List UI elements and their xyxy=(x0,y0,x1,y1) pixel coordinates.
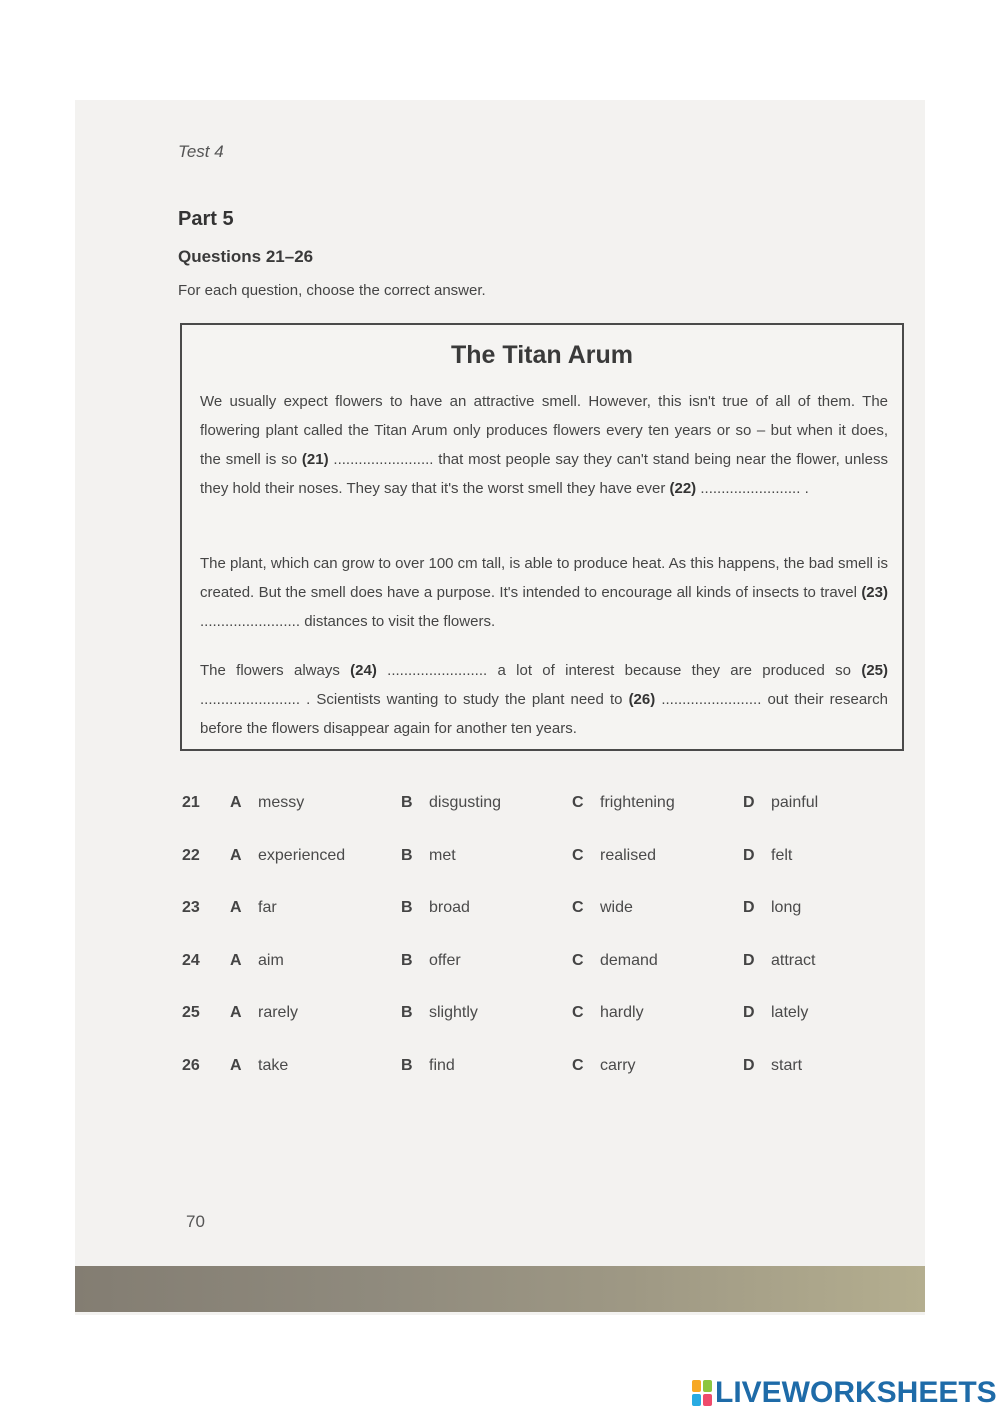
test-label: Test 4 xyxy=(178,142,224,161)
option-a[interactable] xyxy=(230,794,304,812)
option-text: attract xyxy=(771,951,816,969)
option-row-22 xyxy=(182,841,882,894)
option-letter: C xyxy=(572,951,584,969)
brand-name: LIVEWORKSHEETS xyxy=(715,1376,997,1409)
passage-text: The flowers always xyxy=(200,662,340,679)
liveworksheets-logo-icon xyxy=(692,1380,712,1406)
option-text: broad xyxy=(429,899,470,916)
option-letter: A xyxy=(230,951,242,969)
option-letter: C xyxy=(572,846,584,864)
option-text: met xyxy=(429,846,456,864)
option-a[interactable] xyxy=(230,952,284,970)
option-c[interactable] xyxy=(572,794,675,812)
footer-band xyxy=(75,1266,925,1312)
option-text: start xyxy=(771,1056,803,1074)
option-row-24 xyxy=(182,946,882,999)
option-letter: B xyxy=(401,794,413,811)
option-text: realised xyxy=(600,846,657,864)
option-text: wide xyxy=(600,899,633,916)
passage-text: . Scientists wanting to study the plant need to xyxy=(306,691,623,708)
logo-square xyxy=(692,1380,701,1392)
option-a[interactable] xyxy=(230,899,277,917)
option-letter: B xyxy=(401,951,413,969)
gap-label-23: (23) xyxy=(861,584,888,601)
option-row-25 xyxy=(182,998,882,1051)
passage-text: We usually expect flowers to have an attractive smell. However, this isn't true of all of them. The flowering plant called the Titan Arum only produces flowers every ten years or so – but when it does, the smell is so xyxy=(200,393,888,468)
option-d[interactable] xyxy=(743,1057,802,1075)
option-row-23 xyxy=(182,893,882,946)
answer-blank-22[interactable]: ........................ xyxy=(700,480,801,497)
option-d[interactable] xyxy=(743,794,818,812)
passage-text: a lot of interest because they are produced so xyxy=(497,662,852,679)
option-a[interactable] xyxy=(230,1004,298,1022)
instruction-text: For each question, choose the correct answer. xyxy=(178,282,486,299)
option-letter: B xyxy=(401,1004,413,1021)
option-text: demand xyxy=(600,951,658,969)
option-letter: D xyxy=(743,1004,755,1021)
question-number: 24 xyxy=(182,951,200,969)
option-letter: C xyxy=(572,899,584,916)
option-b[interactable] xyxy=(401,847,456,865)
option-text: slightly xyxy=(429,1004,478,1021)
option-a[interactable] xyxy=(230,847,345,865)
option-text: aim xyxy=(258,951,284,969)
answer-blank-26[interactable]: ........................ xyxy=(661,691,762,708)
option-letter: D xyxy=(743,846,755,864)
option-b[interactable] xyxy=(401,1004,478,1022)
option-letter: B xyxy=(401,1056,413,1074)
option-text: frightening xyxy=(600,794,675,811)
option-text: offer xyxy=(429,951,461,969)
passage-text: The plant, which can grow to over 100 cm tall, is able to produce heat. As this happens, the bad smell is created. But the smell does have a purpose. It's intended to encourage all kinds of insects to travel xyxy=(200,555,888,601)
passage-text: that most people say they can't stand being near the flower, unless they hold their noses. They say that it's the worst smell they have ever xyxy=(200,451,888,497)
option-b[interactable] xyxy=(401,899,470,917)
answer-blank-24[interactable]: ........................ xyxy=(387,662,488,679)
question-number: 26 xyxy=(182,1056,200,1074)
passage-text: out their research before the flowers disappear again for another ten years. xyxy=(200,691,889,737)
gap-label-22: (22) xyxy=(669,480,697,497)
option-letter: B xyxy=(401,846,413,864)
option-text: experienced xyxy=(258,846,346,864)
passage-paragraph-1 xyxy=(200,387,888,503)
option-c[interactable] xyxy=(572,899,633,917)
gap-label-25: (25) xyxy=(861,662,889,679)
passage-text: distances to visit the flowers. xyxy=(304,613,496,630)
page-number: 70 xyxy=(186,1212,205,1231)
option-d[interactable] xyxy=(743,952,815,970)
passage-paragraph-2 xyxy=(200,549,888,636)
option-text: take xyxy=(258,1056,289,1074)
question-number: 22 xyxy=(182,846,200,864)
option-text: far xyxy=(258,899,277,916)
option-text: disgusting xyxy=(429,794,502,811)
option-c[interactable] xyxy=(572,1057,636,1075)
option-c[interactable] xyxy=(572,847,656,865)
option-letter: C xyxy=(572,1004,584,1021)
option-letter: D xyxy=(743,1056,755,1074)
option-row-26 xyxy=(182,1051,882,1104)
option-letter: A xyxy=(230,1004,242,1021)
option-letter: D xyxy=(743,951,755,969)
option-text: felt xyxy=(771,846,793,864)
answer-blank-25[interactable]: ........................ xyxy=(200,691,301,708)
option-text: painful xyxy=(771,794,819,811)
gap-label-21: (21) xyxy=(301,451,329,468)
liveworksheets-brand[interactable] xyxy=(692,1376,997,1410)
option-letter: C xyxy=(572,794,584,811)
option-letter: A xyxy=(230,899,242,916)
option-c[interactable] xyxy=(572,1004,644,1022)
passage-paragraph-3 xyxy=(200,656,888,743)
option-letter: C xyxy=(572,1056,584,1074)
option-letter: A xyxy=(230,846,242,864)
logo-square xyxy=(703,1380,712,1392)
option-text: carry xyxy=(600,1056,636,1074)
option-d[interactable] xyxy=(743,847,792,865)
gap-label-26: (26) xyxy=(628,691,656,708)
options-list xyxy=(182,788,882,1103)
option-b[interactable] xyxy=(401,952,461,970)
option-d[interactable] xyxy=(743,1004,808,1022)
option-text: rarely xyxy=(258,1004,299,1021)
option-text: long xyxy=(771,899,802,916)
logo-square xyxy=(692,1394,701,1406)
option-text: find xyxy=(429,1056,455,1074)
question-number: 21 xyxy=(182,794,200,811)
option-letter: A xyxy=(230,794,242,811)
option-letter: A xyxy=(230,1056,242,1074)
gap-label-24: (24) xyxy=(350,662,377,679)
passage-title: The Titan Arum xyxy=(451,341,633,369)
option-b[interactable] xyxy=(401,1057,455,1075)
question-number: 23 xyxy=(182,899,200,916)
answer-blank-21[interactable]: ........................ xyxy=(333,451,434,468)
passage-box xyxy=(180,323,904,751)
option-text: lately xyxy=(771,1004,809,1021)
question-number: 25 xyxy=(182,1004,200,1021)
option-row-21 xyxy=(182,788,882,841)
option-b[interactable] xyxy=(401,794,501,812)
answer-blank-23[interactable]: ........................ xyxy=(200,613,301,630)
option-letter: D xyxy=(743,899,755,916)
option-letter: B xyxy=(401,899,413,916)
option-d[interactable] xyxy=(743,899,801,917)
option-a[interactable] xyxy=(230,1057,288,1075)
logo-square xyxy=(703,1394,712,1406)
part-title: Part 5 xyxy=(178,208,234,230)
option-text: messy xyxy=(258,794,305,811)
questions-range: Questions 21–26 xyxy=(178,247,314,266)
option-c[interactable] xyxy=(572,952,658,970)
option-letter: D xyxy=(743,794,755,811)
option-text: hardly xyxy=(600,1004,644,1021)
passage-text: . xyxy=(804,480,809,497)
